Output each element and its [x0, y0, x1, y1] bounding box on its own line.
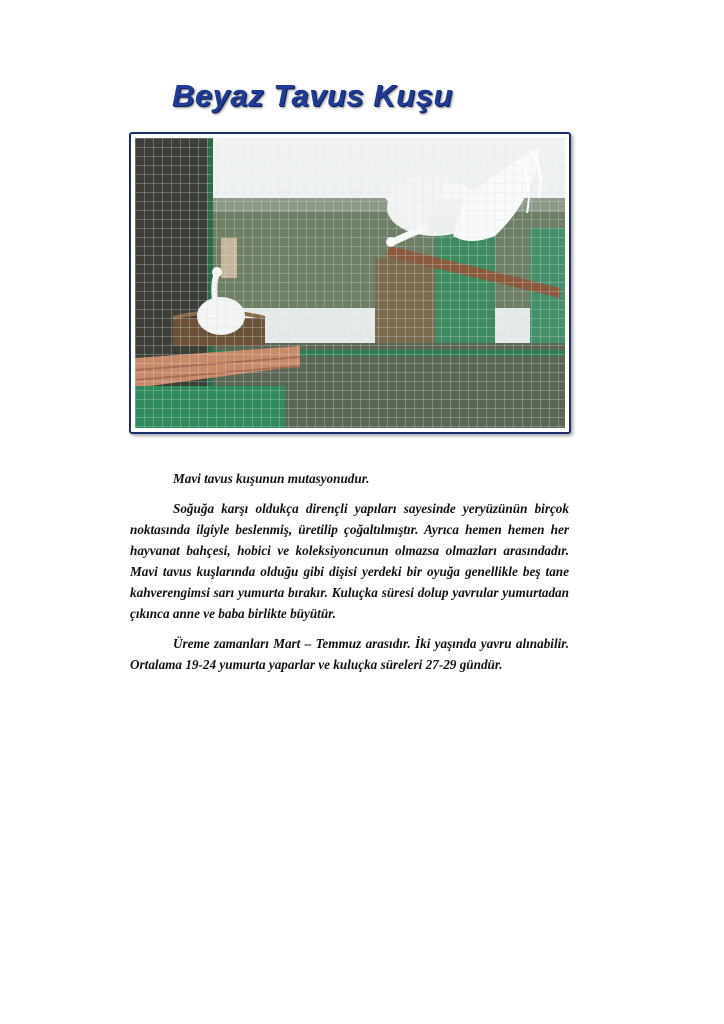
body-text	[130, 468, 569, 684]
photo-frame	[129, 132, 571, 434]
page-title: Beyaz Tavus Kuşu	[172, 78, 453, 113]
white-peacock-photo	[135, 138, 565, 428]
paragraph-3: Üreme zamanları Mart – Temmuz arasıdır. İki yaşında yavru alınabilir. Ortalama 19-24 yumurta yaparlar ve kuluçka süreleri 27-29 gündür.	[130, 636, 569, 672]
paragraph-2: Soğuğa karşı oldukça dirençli yapıları sayesinde yeryüzünün birçok noktasında ilgiyle beslenmiş, üretilip çoğaltılmıştır. Ayrıca hemen hemen her hayvanat bahçesi, hobici ve koleksiyoncunun olmazsa olmazları arasındadır. Mavi tavus kuşlarında olduğu gibi dişisi yerdeki bir oyuğa genellikle beş tane kahverengimsi sarı yumurta bırakır. Kuluçka süresi dolup yavrular yumurtadan çıkınca anne ve baba birlikte büyütür.	[130, 501, 569, 621]
paragraph-1: Mavi tavus kuşunun mutasyonudur.	[173, 471, 370, 486]
